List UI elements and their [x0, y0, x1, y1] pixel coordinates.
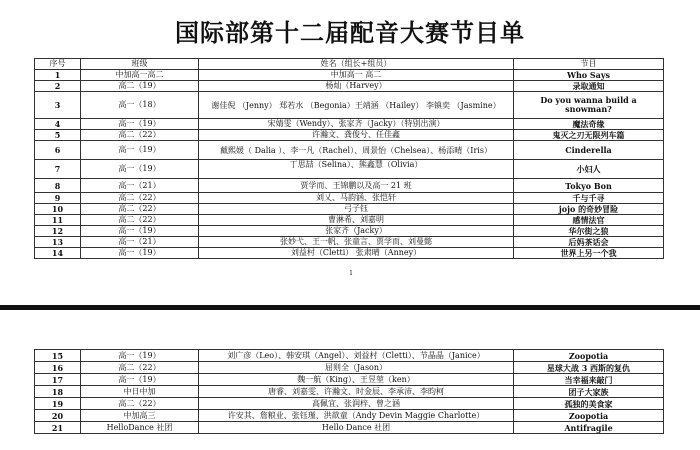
- cell-names: 弓子钰: [199, 204, 514, 215]
- cell-program: Antifragile: [514, 422, 664, 434]
- cell-number: 5: [35, 130, 81, 141]
- cell-names: 谢佳倪 （Jenny） 郑若水 （Begonia）王靖涵 （Hailey） 李镇奕 （Jasmine）: [199, 92, 514, 119]
- cell-number: 12: [35, 226, 81, 237]
- table-row: [35, 237, 664, 248]
- cell-number: 8: [35, 179, 81, 193]
- cell-class: 高二（22）: [81, 204, 199, 215]
- table-row: [35, 141, 664, 160]
- table-row: [35, 179, 664, 193]
- cell-class: 高二（19）: [81, 81, 199, 92]
- cell-number: 3: [35, 92, 81, 119]
- cell-class: 高一（18）: [81, 92, 199, 119]
- table-row: [35, 81, 664, 92]
- header-names: 姓名（组长+组员）: [199, 59, 514, 70]
- header-number: 序号: [35, 59, 81, 70]
- cell-number: 16: [35, 362, 81, 374]
- table-row: [35, 350, 664, 362]
- cell-class: HelloDance 社团: [81, 422, 199, 434]
- cell-program: 世界上另一个我: [514, 248, 664, 259]
- cell-names: 丁思喆（Selina）、熊鑫慧（Olivia）: [199, 160, 514, 179]
- table-row: [35, 215, 664, 226]
- table-row: [35, 92, 664, 119]
- table-row: [35, 160, 664, 179]
- cell-names: 刘乂、马韵涵、张恺轩: [199, 193, 514, 204]
- table-row: [35, 130, 664, 141]
- cell-program: Tokyo Bon: [514, 179, 664, 193]
- page-number: 1: [349, 270, 353, 277]
- cell-number: 9: [35, 193, 81, 204]
- cell-class: 高一（19）: [81, 374, 199, 386]
- table-row: [35, 422, 664, 434]
- page-separator: [0, 305, 700, 310]
- cell-program: 后妈茶话会: [514, 237, 664, 248]
- cell-names: 高佩宜、张润梓、曾之涵: [199, 398, 514, 410]
- cell-program: 千与千寻: [514, 193, 664, 204]
- cell-class: 中日中加: [81, 386, 199, 398]
- cell-class: 高二（22）: [81, 193, 199, 204]
- cell-class: 高一（19）: [81, 350, 199, 362]
- cell-number: 14: [35, 248, 81, 259]
- cell-class: 高一（21）: [81, 179, 199, 193]
- cell-class: 高一（19）: [81, 160, 199, 179]
- table-row: [35, 374, 664, 386]
- cell-number: 20: [35, 410, 81, 422]
- cell-program: 小妇人: [514, 160, 664, 179]
- header-class: 班级: [81, 59, 199, 70]
- cell-program: 录取通知: [514, 81, 664, 92]
- cell-names: 许安其、詹粮业、张钰瑾、洪歆童（Andy Devin Maggie Charlotte）: [199, 410, 514, 422]
- cell-number: 2: [35, 81, 81, 92]
- cell-number: 10: [35, 204, 81, 215]
- cell-program: 华尔街之狼: [514, 226, 664, 237]
- cell-names: Hello Dance 社团: [199, 422, 514, 434]
- header-program: 节目: [514, 59, 664, 70]
- cell-number: 13: [35, 237, 81, 248]
- table-row: [35, 410, 664, 422]
- table-row: [35, 226, 664, 237]
- cell-program: 魔法奇缘: [514, 119, 664, 130]
- cell-names: 唐睿、刘嘉雯、许瀚文、时金辰、李承沛、李昀柯: [199, 386, 514, 398]
- table-row: [35, 193, 664, 204]
- program-table-page-1: [34, 58, 664, 259]
- table-row: [35, 398, 664, 410]
- cell-names: 曹淋希、刘嘉明: [199, 215, 514, 226]
- cell-class: 高二（22）: [81, 398, 199, 410]
- cell-program: 鬼灭之刃无限列车篇: [514, 130, 664, 141]
- table-header-row: [35, 59, 664, 70]
- cell-class: 中加高三: [81, 410, 199, 422]
- cell-number: 18: [35, 386, 81, 398]
- cell-program: 孤独的美食家: [514, 398, 664, 410]
- cell-names: 贾学而、王锦鹏以及高一 21 班: [199, 179, 514, 193]
- cell-class: 高一（21）: [81, 237, 199, 248]
- cell-number: 11: [35, 215, 81, 226]
- cell-names: 刘益村（Cletti） 张肃晴（Anney）: [199, 248, 514, 259]
- cell-program: 当幸福来敲门: [514, 374, 664, 386]
- cell-program: Who Says: [514, 70, 664, 81]
- cell-number: 15: [35, 350, 81, 362]
- cell-program: 感情法官: [514, 215, 664, 226]
- cell-program: 团子大家族: [514, 386, 664, 398]
- program-table-page-2: [34, 349, 664, 434]
- cell-number: 4: [35, 119, 81, 130]
- cell-number: 1: [35, 70, 81, 81]
- cell-program: jojo 的奇妙冒险: [514, 204, 664, 215]
- table-row: [35, 70, 664, 81]
- table-row: [35, 362, 664, 374]
- cell-names: 张妙弋、王一帆、张童言、贾学而、刘曼懿: [199, 237, 514, 248]
- cell-class: 高二（22）: [81, 130, 199, 141]
- cell-program: Do you wanna build a snowman?: [514, 92, 664, 119]
- cell-number: 19: [35, 398, 81, 410]
- cell-names: 戴熙媛（ Dalia ）、李一凡（Rachel）、周景怡（Chelsea）、杨添晴（Iris）: [199, 141, 514, 160]
- cell-class: 高一（19）: [81, 119, 199, 130]
- cell-program: Zoopotia: [514, 350, 664, 362]
- cell-number: 7: [35, 160, 81, 179]
- cell-names: 屈则全（Jason）: [199, 362, 514, 374]
- table-row: [35, 386, 664, 398]
- cell-names: 许瀚文、龚俊兮、任佳鑫: [199, 130, 514, 141]
- cell-class: 高二（22）: [81, 362, 199, 374]
- table-row: [35, 204, 664, 215]
- cell-names: 张家齐（Jacky）: [199, 226, 514, 237]
- cell-class: 高二（22）: [81, 215, 199, 226]
- table-row: [35, 119, 664, 130]
- cell-class: 高一（19）: [81, 141, 199, 160]
- cell-names: 杨灿（Harvey）: [199, 81, 514, 92]
- cell-number: 6: [35, 141, 81, 160]
- table-row: [35, 248, 664, 259]
- cell-number: 17: [35, 374, 81, 386]
- cell-names: 宋婧雯（Wendy）、张家齐（Jacky）（特别出演）: [199, 119, 514, 130]
- cell-class: 中加高一高二: [81, 70, 199, 81]
- cell-names: 刘广彦（Leo）、韩安琪（Angel）、刘益村（Cletti）、节晶晶（Janice）: [199, 350, 514, 362]
- cell-names: 魏一航（King）、王昱堃（ken）: [199, 374, 514, 386]
- cell-class: 高一（19）: [81, 226, 199, 237]
- document-title: 国际部第十二届配音大赛节目单: [175, 19, 525, 47]
- cell-class: 高一（19）: [81, 248, 199, 259]
- cell-number: 21: [35, 422, 81, 434]
- cell-names: 中加高一 高二: [199, 70, 514, 81]
- cell-program: Cinderella: [514, 141, 664, 160]
- cell-program: Zoopotia: [514, 410, 664, 422]
- cell-program: 星球大战 3 西斯的复仇: [514, 362, 664, 374]
